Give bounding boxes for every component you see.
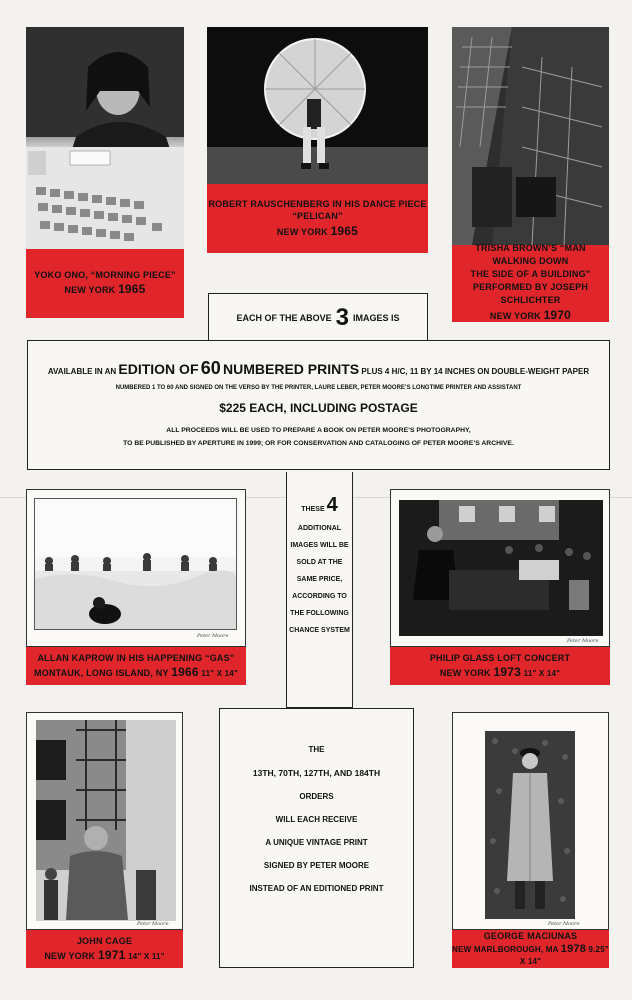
caption-cage bbox=[26, 930, 183, 968]
photo-rauschenberg bbox=[207, 27, 428, 184]
frame-kaprow bbox=[26, 489, 246, 647]
edition-big: EDITION OF bbox=[118, 361, 199, 377]
caption-size: 14" X 11" bbox=[128, 951, 165, 961]
these-header bbox=[287, 494, 352, 517]
photo-trisha-brown bbox=[452, 27, 609, 245]
caption-year: 1965 bbox=[330, 223, 359, 238]
caption-place: MONTAUK, LONG ISLAND, NY bbox=[34, 667, 169, 678]
these-line: SAME PRICE, bbox=[296, 576, 343, 583]
orders-line: SIGNED BY PETER MOORE bbox=[263, 861, 370, 870]
frame-cage bbox=[26, 712, 183, 930]
signature: Peter Moore bbox=[567, 638, 599, 644]
caption-place: NEW YORK bbox=[44, 950, 96, 961]
caption-year: 1970 bbox=[543, 308, 572, 323]
edition-price: $225 EACH, INCLUDING POSTAGE bbox=[219, 401, 418, 415]
caption-line: THE SIDE OF A BUILDING” bbox=[470, 269, 591, 280]
caption-line: TRISHA BROWN’S “MAN WALKING DOWN bbox=[475, 243, 586, 267]
signature: Peter Moore bbox=[548, 921, 580, 927]
kaprow-image bbox=[35, 499, 237, 630]
edition-line-3: ALL PROCEEDS WILL BE USED TO PREPARE A BOOK ON PETER MOORE’S PHOTOGRAPHY, bbox=[166, 427, 471, 434]
orders-the: THE bbox=[308, 745, 325, 754]
caption-size: 11" X 14" bbox=[201, 668, 238, 678]
caption-line: PERFORMED BY JOSEPH SCHLICHTER bbox=[472, 282, 589, 306]
edition-number: 60 bbox=[200, 358, 221, 378]
each-pre: EACH OF THE ABOVE bbox=[236, 312, 332, 323]
these-line: ADDITIONAL bbox=[297, 525, 342, 532]
edition-post: PLUS 4 H/C, 11 BY 14 INCHES ON DOUBLE-WEIGHT PAPER bbox=[361, 367, 590, 376]
orders-line: ORDERS bbox=[299, 792, 334, 801]
caption-trisha-brown bbox=[452, 245, 609, 322]
edition-line-4: TO BE PUBLISHED BY APERTURE IN 1999; OR FOR CONSERVATION AND CATALOGING OF PETER MOORE’S ARCHIVE. bbox=[123, 440, 514, 447]
caption-year: 1971 bbox=[97, 947, 126, 962]
caption-place: NEW YORK bbox=[489, 311, 541, 322]
photo-cage bbox=[36, 720, 176, 921]
edition-box bbox=[27, 340, 610, 470]
orders-box bbox=[219, 708, 414, 968]
photo-yoko-ono bbox=[26, 27, 184, 249]
caption-rauschenberg bbox=[207, 184, 428, 253]
orders-numbers: 13TH, 70TH, 127TH, AND 184TH bbox=[252, 768, 381, 778]
photo-glass bbox=[399, 500, 603, 636]
caption-line: JOHN CAGE bbox=[76, 935, 133, 946]
cage-image bbox=[36, 720, 176, 921]
photo-maciunas bbox=[485, 731, 575, 919]
orders-line: WILL EACH RECEIVE bbox=[275, 815, 358, 824]
rauschenberg-image bbox=[207, 27, 428, 184]
edition-big-2: NUMBERED PRINTS bbox=[223, 361, 360, 377]
signature: Peter Moore bbox=[137, 921, 169, 927]
yoko-ono-image bbox=[26, 27, 184, 249]
caption-line: ALLAN KAPROW IN HIS HAPPENING “GAS” bbox=[37, 652, 235, 663]
caption-place: NEW MARLBOROUGH, MA bbox=[452, 945, 559, 955]
caption-place: NEW YORK bbox=[64, 285, 116, 296]
caption-year: 1978 bbox=[560, 943, 587, 956]
trisha-brown-image bbox=[452, 27, 609, 245]
frame-maciunas bbox=[452, 712, 609, 930]
caption-year: 1966 bbox=[171, 664, 199, 679]
these-number: 4 bbox=[326, 494, 338, 516]
caption-size: 9.25" X 14" bbox=[519, 945, 609, 967]
caption-line: YOKO ONO, “MORNING PIECE” bbox=[34, 270, 176, 281]
these-pre: THESE bbox=[301, 506, 325, 513]
glass-image bbox=[399, 500, 603, 636]
orders-line: INSTEAD OF AN EDITIONED PRINT bbox=[249, 884, 384, 893]
caption-line: ROBERT RAUSCHENBERG IN HIS DANCE PIECE “PELICAN” bbox=[208, 199, 427, 222]
caption-year: 1973 bbox=[493, 664, 521, 679]
these-line: ACCORDING TO bbox=[292, 593, 347, 600]
these-line: IMAGES WILL BE bbox=[290, 542, 349, 549]
caption-maciunas bbox=[452, 930, 609, 968]
each-number: 3 bbox=[335, 303, 350, 331]
caption-size: 11" X 14" bbox=[523, 668, 561, 678]
caption-glass bbox=[390, 647, 610, 685]
orders-line: A UNIQUE VINTAGE PRINT bbox=[265, 838, 368, 847]
these-four-box bbox=[286, 472, 353, 708]
these-line: CHANCE SYSTEM bbox=[289, 627, 350, 634]
these-line: SOLD AT THE bbox=[296, 559, 343, 566]
each-post: IMAGES IS bbox=[353, 312, 400, 323]
signature: Peter Moore bbox=[197, 633, 229, 639]
caption-kaprow bbox=[26, 647, 246, 685]
caption-line: GEORGE MACIUNAS bbox=[483, 931, 578, 942]
caption-place: NEW YORK bbox=[276, 226, 328, 237]
edition-line-2: NUMBERED 1 TO 60 AND SIGNED ON THE VERSO BY THE PRINTER, LAURE LEBER, PETER MOORE’S LONGTIME PRINTER AND ASSISTANT bbox=[115, 385, 522, 391]
caption-line: PHILIP GLASS LOFT CONCERT bbox=[429, 652, 571, 663]
these-line: THE FOLLOWING bbox=[290, 610, 349, 617]
edition-line-1 bbox=[28, 358, 609, 379]
maciunas-image bbox=[485, 731, 575, 919]
caption-place: NEW YORK bbox=[439, 667, 491, 678]
edition-pre: AVAILABLE IN AN bbox=[47, 367, 117, 376]
photo-kaprow bbox=[34, 498, 237, 630]
caption-year: 1965 bbox=[118, 282, 146, 297]
frame-glass bbox=[390, 489, 610, 647]
each-of-above-box bbox=[208, 293, 428, 341]
caption-yoko-ono bbox=[26, 249, 184, 318]
